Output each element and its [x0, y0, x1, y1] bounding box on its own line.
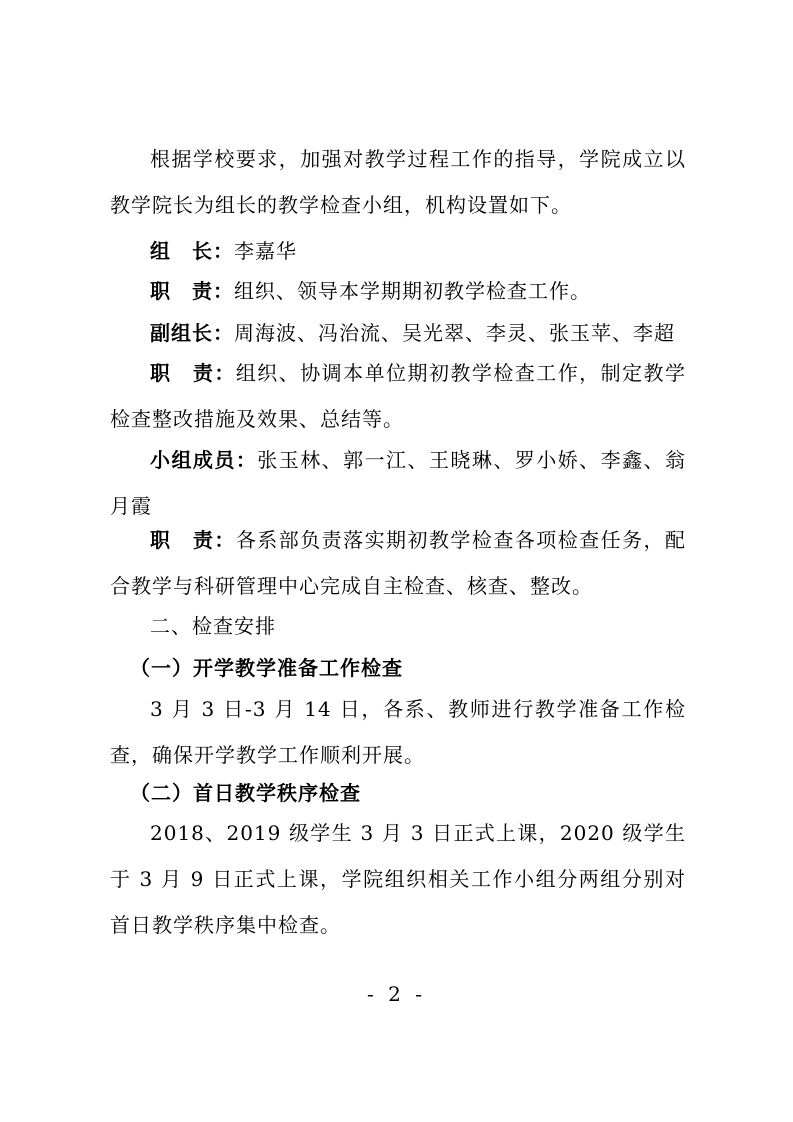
members-duty-line	[110, 517, 686, 609]
members-label: 小组成员：	[150, 448, 258, 472]
intro-paragraph	[110, 136, 686, 228]
intro-text: 根据学校要求，加强对教学过程工作的指导，学院成立以教学院长为组长的教学检查小组，机构设置如下。	[110, 147, 686, 217]
leader-duty-text: 组织、领导本学期期初教学检查工作。	[234, 279, 591, 303]
members-duty-text: 各系部负责落实期初教学检查各项检查任务，配合教学与科研管理中心完成自主检查、核查、整改。	[110, 528, 687, 598]
leader-label: 组 长：	[150, 239, 234, 263]
deputy-duty-line	[110, 350, 686, 442]
sub2-text: 2018、2019 级学生 3 月 3 日正式上课，2020 级学生于 3 月 9 日正式上课，学院组织相关工作小组分两组分别对首日教学秩序集中检查。	[110, 821, 686, 937]
deputy-duty-text: 组织、协调本单位期初教学检查工作，制定教学检查整改措施及效果、总结等。	[110, 361, 687, 431]
sub1-heading	[130, 645, 686, 691]
sub1-text: 3 月 3 日-3 月 14 日，各系、教师进行教学准备工作检查，确保开学教学工作顺利开展。	[110, 697, 686, 767]
sub1-paragraph	[110, 686, 686, 778]
sub2-paragraph	[110, 810, 686, 948]
members-line	[110, 437, 686, 529]
leader-duty-label: 职 责：	[150, 279, 234, 303]
members-duty-label: 职 责：	[150, 528, 236, 552]
members-names: 张玉林、郭一江、王晓琳、罗小娇、李鑫、翁月霞	[110, 448, 687, 518]
leader-duty-line	[110, 268, 686, 314]
page-number: - 2 -	[367, 982, 426, 1006]
sub1-heading-text: （一）开学教学准备工作检查	[130, 656, 403, 680]
sub2-heading-text: （二）首日教学秩序检查	[130, 781, 361, 805]
deputy-names: 周海波、冯治流、吴光翠、李灵、张玉苹、李超	[234, 321, 675, 345]
leader-name: 李嘉华	[234, 239, 297, 263]
section2-heading	[110, 603, 686, 649]
deputy-label: 副组长：	[150, 321, 234, 345]
deputy-duty-label: 职 责：	[150, 361, 236, 385]
section2-heading-text: 二、检查安排	[150, 614, 276, 638]
